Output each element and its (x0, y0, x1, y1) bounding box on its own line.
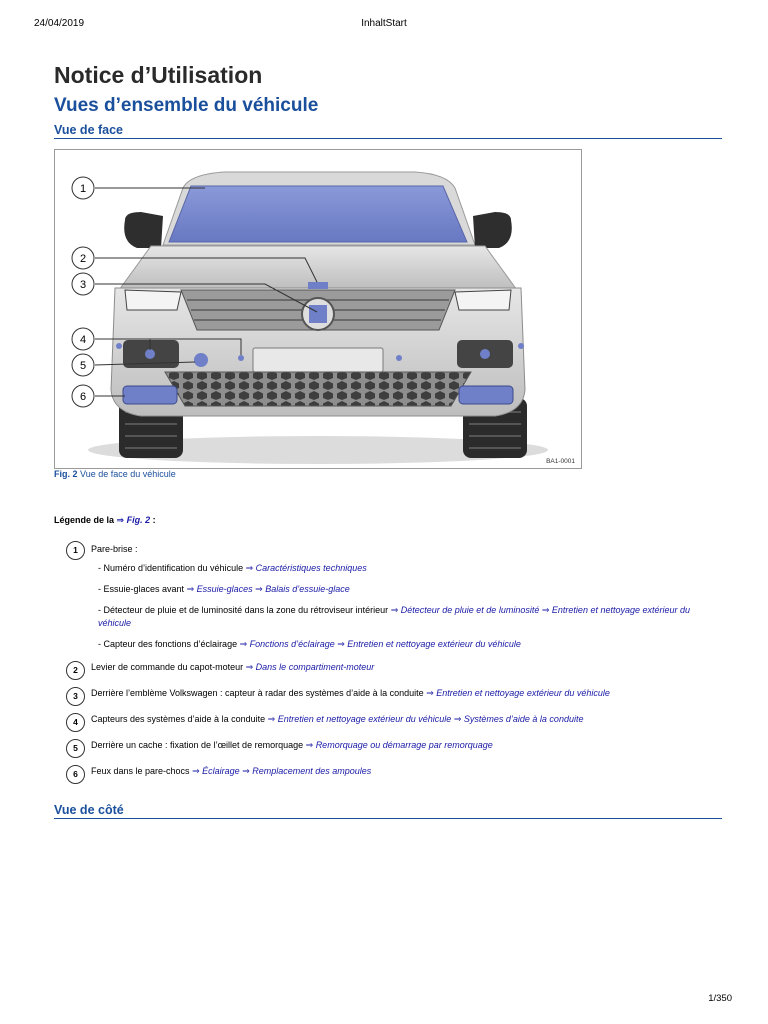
legend-number-3: 3 (66, 687, 85, 706)
windshield (169, 186, 467, 242)
header-date: 24/04/2019 (34, 18, 85, 29)
lower-grille (165, 372, 471, 406)
left-mirror (124, 212, 163, 248)
legend-fig-link-text: Fig. 2 (126, 515, 151, 525)
legend-list (66, 542, 722, 777)
legend-link[interactable]: ⇒ Dans le compartiment-moteur (245, 662, 375, 672)
legend-item-4 (66, 711, 722, 725)
page-title: Notice d’Utilisation (54, 62, 263, 88)
figure-caption-text: Vue de face du véhicule (80, 469, 176, 479)
callout-5-label: 5 (79, 360, 87, 372)
legend-subitem (98, 604, 722, 630)
legend-link[interactable]: ⇒ Balais d’essuie-glace (255, 584, 350, 594)
legend-item-text: Feux dans le pare-chocs (91, 766, 190, 776)
callout-6 (72, 385, 94, 407)
figure-ref-code: BA1-0001 (546, 458, 575, 465)
callout-3-label: 3 (79, 279, 87, 291)
legend-link[interactable]: ⇒ Systèmes d’aide à la conduite (453, 714, 584, 724)
section-heading-side: Vue de côté (54, 803, 722, 819)
legend-item-3 (66, 685, 722, 699)
legend-subitem (98, 638, 722, 651)
legend-item-text: Levier de commande du capot-moteur (91, 662, 244, 672)
legend-item-2 (66, 659, 722, 673)
legend-link[interactable]: ⇒ Remplacement des ampoules (242, 766, 372, 776)
legend-item-6 (66, 763, 722, 777)
tow-eye-cover (194, 353, 208, 367)
right-bumper-light (459, 386, 513, 404)
sensor-dot-b (396, 355, 402, 361)
page-number: 1/350 (708, 993, 732, 1004)
legend-number-5: 5 (66, 739, 85, 758)
legend-item-text: Capteurs des systèmes d’aide à la conduite (91, 714, 266, 724)
callout-6-label: 6 (79, 391, 87, 403)
legend-subitem-text: - Numéro d’identification du véhicule (98, 563, 244, 573)
callout-1-label: 1 (79, 183, 87, 195)
hood-lever-highlight (308, 282, 328, 289)
sensor-dot-a (238, 355, 244, 361)
legend-subitem-text: - Essuie-glaces avant (98, 584, 185, 594)
legend-item-1-text: Pare-brise : (91, 544, 138, 554)
legend-fig-link[interactable] (117, 515, 151, 525)
legend-link[interactable]: ⇒ Entretien et nettoyage extérieur du véhicule (426, 688, 610, 698)
callout-2 (72, 247, 94, 269)
legend-item-text: Derrière l’emblème Volkswagen : capteur à radar des systèmes d’aide à la conduite (91, 688, 424, 698)
page-subtitle: Vues d’ensemble du véhicule (54, 95, 319, 116)
legend-link[interactable]: ⇒ Remorquage ou démarrage par remorquage (305, 740, 493, 750)
legend-subitem-text: - Capteur des fonctions d’éclairage (98, 639, 238, 649)
legend-link[interactable]: ⇒ Entretien et nettoyage extérieur du véhicule (337, 639, 521, 649)
legend-number-2: 2 (66, 661, 85, 680)
legend-link[interactable]: ⇒ Fonctions d’éclairage (239, 639, 335, 649)
callout-3 (72, 273, 94, 295)
legend-heading (54, 515, 156, 526)
callout-1 (72, 177, 94, 199)
right-headlight (455, 290, 511, 310)
sensor-dot-c (116, 343, 122, 349)
left-headlight (125, 290, 181, 310)
legend-number-1: 1 (66, 541, 85, 560)
legend-link[interactable]: ⇒ Entretien et nettoyage extérieur du véhicule (267, 714, 452, 724)
right-mirror (473, 212, 512, 248)
legend-link[interactable]: ⇒ Éclairage (192, 766, 240, 776)
callout-2-label: 2 (79, 253, 87, 265)
section-heading-front: Vue de face (54, 123, 722, 139)
legend-subitem-text: - Détecteur de pluie et de luminosité dans la zone du rétroviseur intérieur (98, 605, 389, 615)
legend-prefix: Légende de la (54, 515, 115, 525)
header-title: InhaltStart (361, 18, 407, 29)
legend-link[interactable]: ⇒ Caractéristiques techniques (245, 563, 367, 573)
left-bumper-light (123, 386, 177, 404)
figure-caption (54, 469, 176, 479)
left-sensor-dot (145, 349, 155, 359)
legend-link[interactable]: ⇒ Détecteur de pluie et de luminosité (390, 605, 540, 615)
legend-suffix: : (152, 515, 156, 525)
callout-4-label: 4 (79, 334, 87, 346)
legend-subitem (98, 583, 722, 596)
vehicle-front-figure (54, 149, 582, 469)
legend-item-5 (66, 737, 722, 751)
legend-number-4: 4 (66, 713, 85, 732)
sensor-dot-d (518, 343, 524, 349)
legend-link[interactable]: ⇒ Entretien et nettoyage extérieur du véhicule (98, 605, 691, 628)
radar-sensor-highlight (309, 305, 327, 323)
vehicle-front-illustration (55, 150, 581, 468)
right-sensor-dot (480, 349, 490, 359)
link-arrow-icon: ⇒ (116, 515, 125, 525)
legend-item-text: Derrière un cache : fixation de l’œillet de remorquage (91, 740, 304, 750)
licence-plate (253, 348, 383, 372)
callout-5 (72, 354, 94, 376)
legend-link[interactable]: ⇒ Essuie-glaces (186, 584, 253, 594)
legend-item-1 (66, 542, 722, 651)
callout-4 (72, 328, 94, 350)
figure-caption-label: Fig. 2 (54, 469, 78, 479)
legend-subitem (98, 562, 722, 575)
legend-number-6: 6 (66, 765, 85, 784)
